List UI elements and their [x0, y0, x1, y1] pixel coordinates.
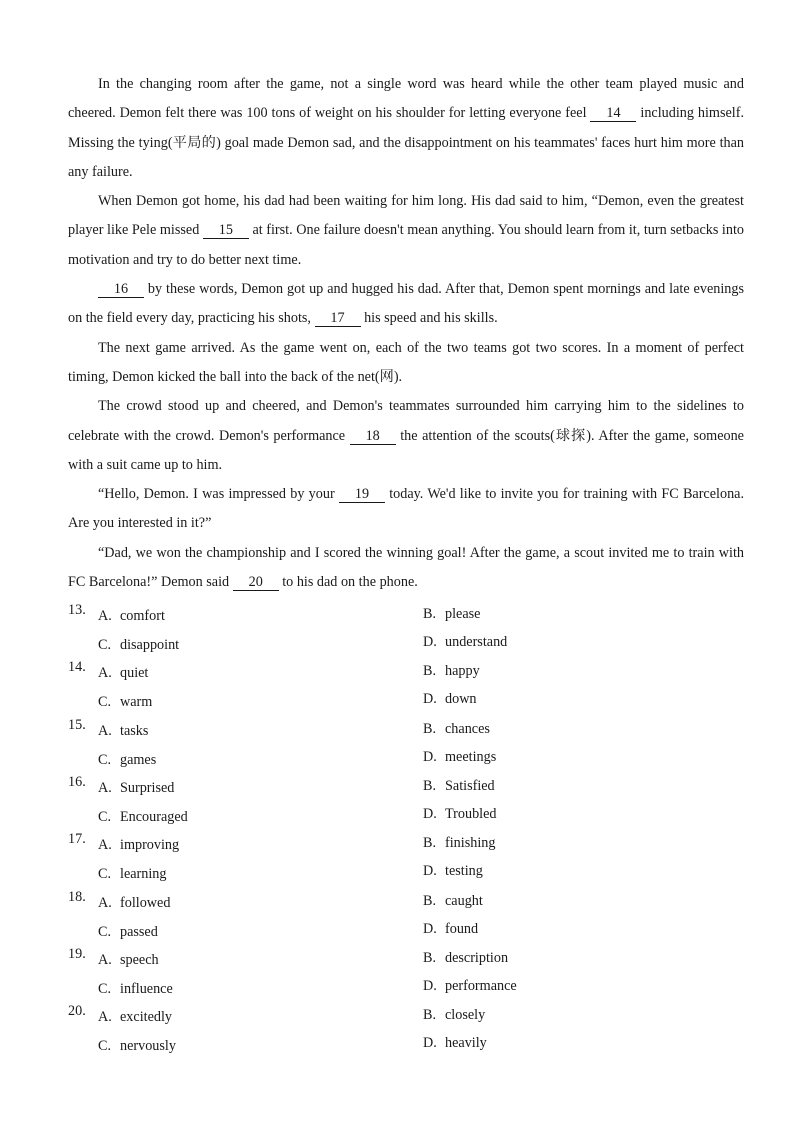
- option-c: [98, 752, 156, 769]
- option-letter: A.: [98, 1009, 112, 1026]
- option-letter: C.: [98, 637, 112, 653]
- option-text: understand: [445, 634, 508, 650]
- passage-text: his speed and his skills.: [360, 310, 498, 327]
- option-text: nervously: [120, 1038, 176, 1055]
- option-letter: B.: [423, 606, 437, 622]
- question-row: [68, 717, 744, 775]
- option-letter: D.: [423, 748, 437, 765]
- option-text: Satisfied: [445, 777, 495, 794]
- option-d: [423, 863, 483, 880]
- passage-text: “Hello, Demon. I was impressed by your: [98, 486, 339, 503]
- option-letter: B.: [423, 1007, 437, 1024]
- option-text: finishing: [445, 835, 496, 852]
- option-text: description: [445, 949, 509, 966]
- question-number: 13.: [68, 602, 86, 618]
- option-text: testing: [445, 863, 483, 880]
- passage-text: When Demon got home, his dad had been waiting for him long. His dad said to him, “Demon, even the greatest player like Pele missed: [68, 193, 744, 239]
- blank-number: 20: [233, 574, 279, 591]
- option-b: [423, 893, 483, 910]
- option-letter: B.: [423, 835, 437, 852]
- option-c: [98, 1038, 176, 1055]
- option-d: [423, 691, 477, 708]
- option-text: speech: [120, 951, 159, 968]
- passage-paragraph: [68, 334, 744, 393]
- passage-text: to his dad on the phone.: [278, 574, 418, 591]
- option-c: [98, 981, 173, 998]
- option-letter: D.: [423, 1035, 437, 1052]
- passage-paragraph: [68, 539, 744, 598]
- option-text: games: [120, 751, 157, 768]
- question-row: [68, 889, 744, 947]
- option-text: passed: [120, 923, 158, 940]
- option-text: down: [445, 691, 477, 708]
- question-number: 16.: [68, 773, 86, 790]
- option-text: chances: [445, 720, 490, 737]
- option-a: [98, 780, 174, 797]
- question-row: [68, 774, 744, 832]
- option-b: [423, 835, 495, 852]
- option-text: influence: [120, 980, 173, 997]
- option-letter: A.: [98, 722, 112, 739]
- option-text: meetings: [445, 748, 497, 765]
- option-letter: C.: [98, 1038, 112, 1055]
- option-letter: C.: [98, 923, 112, 940]
- option-letter: D.: [423, 977, 437, 994]
- option-d: [423, 806, 497, 823]
- option-letter: D.: [423, 634, 437, 650]
- option-letter: C.: [98, 694, 112, 711]
- option-letter: C.: [98, 808, 112, 825]
- passage-text: today. We'd like to invite you for training with FC Barcelona. Are you interested in it?”: [68, 486, 745, 532]
- option-b: [423, 721, 490, 738]
- option-text: disappoint: [120, 637, 180, 653]
- question-number: 19.: [68, 945, 86, 962]
- option-b: [423, 778, 495, 795]
- passage-text: including himself. Missing the tying(平局的) goal made Demon sad, and the disappointment on his teammates' faces hurt him more than any failure.: [68, 105, 745, 180]
- option-text: learning: [120, 866, 167, 883]
- option-a: [98, 895, 170, 912]
- option-text: please: [445, 606, 481, 622]
- option-c: [98, 924, 158, 941]
- option-b: [423, 1007, 485, 1024]
- option-letter: A.: [98, 894, 112, 911]
- option-b: [423, 606, 480, 623]
- blank-number: 18: [350, 428, 396, 445]
- passage-paragraph: [68, 187, 744, 275]
- passage-text: “Dad, we won the championship and I scored the winning goal! After the game, a scout invited me to train with FC Barcelona!” Demon said: [68, 544, 744, 591]
- question-number: 15.: [68, 716, 86, 733]
- option-letter: B.: [423, 892, 437, 909]
- option-a: [98, 723, 148, 740]
- option-d: [423, 1035, 487, 1052]
- question-row: [68, 659, 744, 717]
- option-d: [423, 978, 517, 995]
- option-a: [98, 837, 179, 854]
- option-text: Encouraged: [120, 808, 188, 825]
- passage-paragraph: [68, 275, 744, 334]
- question-number: 18.: [68, 888, 86, 905]
- option-text: quiet: [120, 665, 149, 682]
- option-letter: A.: [98, 608, 112, 624]
- option-d: [423, 749, 496, 766]
- option-text: followed: [120, 894, 171, 911]
- option-letter: A.: [98, 779, 112, 796]
- option-a: [98, 952, 159, 969]
- blank-number: 16: [98, 281, 144, 298]
- option-text: excitedly: [120, 1009, 172, 1026]
- option-letter: D.: [423, 805, 437, 822]
- option-text: found: [445, 920, 479, 937]
- option-c: [98, 637, 179, 654]
- question-row: [68, 602, 744, 660]
- passage-text: at first. One failure doesn't mean anything. You should learn from it, turn setbacks into motivation and try to do better next time.: [68, 222, 744, 268]
- option-d: [423, 634, 507, 651]
- option-letter: A.: [98, 951, 112, 968]
- option-letter: B.: [423, 777, 437, 794]
- option-text: performance: [445, 977, 517, 994]
- option-b: [423, 663, 480, 680]
- passage-text: the attention of the scouts(球探). After the game, someone with a suit came up to him.: [68, 427, 744, 473]
- passage-paragraph: [68, 70, 744, 187]
- option-c: [98, 866, 166, 883]
- question-row: [68, 1003, 744, 1061]
- option-text: tasks: [120, 722, 149, 739]
- option-text: closely: [445, 1007, 486, 1024]
- cloze-passage: [68, 70, 744, 597]
- passage-paragraph: [68, 480, 744, 539]
- passage-text: The next game arrived. As the game went on, each of the two teams got two scores. In a moment of perfect timing, Demon kicked the ball into the back of the net(网).: [68, 339, 744, 385]
- option-text: improving: [120, 837, 180, 854]
- blank-number: 17: [315, 310, 361, 327]
- option-text: Surprised: [120, 779, 175, 796]
- question-row: [68, 831, 744, 889]
- option-a: [98, 1009, 172, 1026]
- option-text: happy: [445, 663, 480, 680]
- option-letter: D.: [423, 920, 437, 937]
- option-text: caught: [445, 892, 483, 909]
- passage-text: In the changing room after the game, not a single word was heard while the other team played music and cheered. Demon felt there was 100 tons of weight on his shoulder for letting everyone feel: [68, 76, 744, 122]
- option-c: [98, 694, 152, 711]
- option-letter: D.: [423, 863, 437, 880]
- option-c: [98, 809, 188, 826]
- option-letter: B.: [423, 720, 437, 737]
- option-text: heavily: [445, 1035, 487, 1052]
- option-a: [98, 608, 165, 625]
- question-number: 14.: [68, 659, 86, 676]
- option-letter: B.: [423, 949, 437, 966]
- question-row: [68, 946, 744, 1004]
- option-letter: D.: [423, 691, 437, 708]
- option-d: [423, 921, 478, 938]
- option-letter: C.: [98, 751, 112, 768]
- option-text: Troubled: [445, 805, 497, 822]
- passage-paragraph: [68, 392, 744, 480]
- question-number: 20.: [68, 1003, 86, 1020]
- passage-text: The crowd stood up and cheered, and Demon's teammates surrounded him carrying him to the sidelines to celebrate with the crowd. Demon's performance: [68, 398, 744, 444]
- option-text: comfort: [120, 608, 165, 624]
- option-a: [98, 665, 148, 682]
- option-b: [423, 950, 508, 967]
- blank-number: 15: [203, 222, 249, 239]
- option-letter: A.: [98, 665, 112, 682]
- option-letter: C.: [98, 866, 112, 883]
- passage-text: by these words, Demon got up and hugged his dad. After that, Demon spent mornings and late evenings on the field every day, practicing his shots,: [68, 281, 744, 327]
- option-text: warm: [120, 694, 153, 711]
- question-number: 17.: [68, 831, 86, 848]
- blank-number: 19: [339, 486, 385, 503]
- option-letter: A.: [98, 837, 112, 854]
- option-letter: C.: [98, 980, 112, 997]
- blank-number: 14: [590, 105, 636, 122]
- option-letter: B.: [423, 663, 437, 680]
